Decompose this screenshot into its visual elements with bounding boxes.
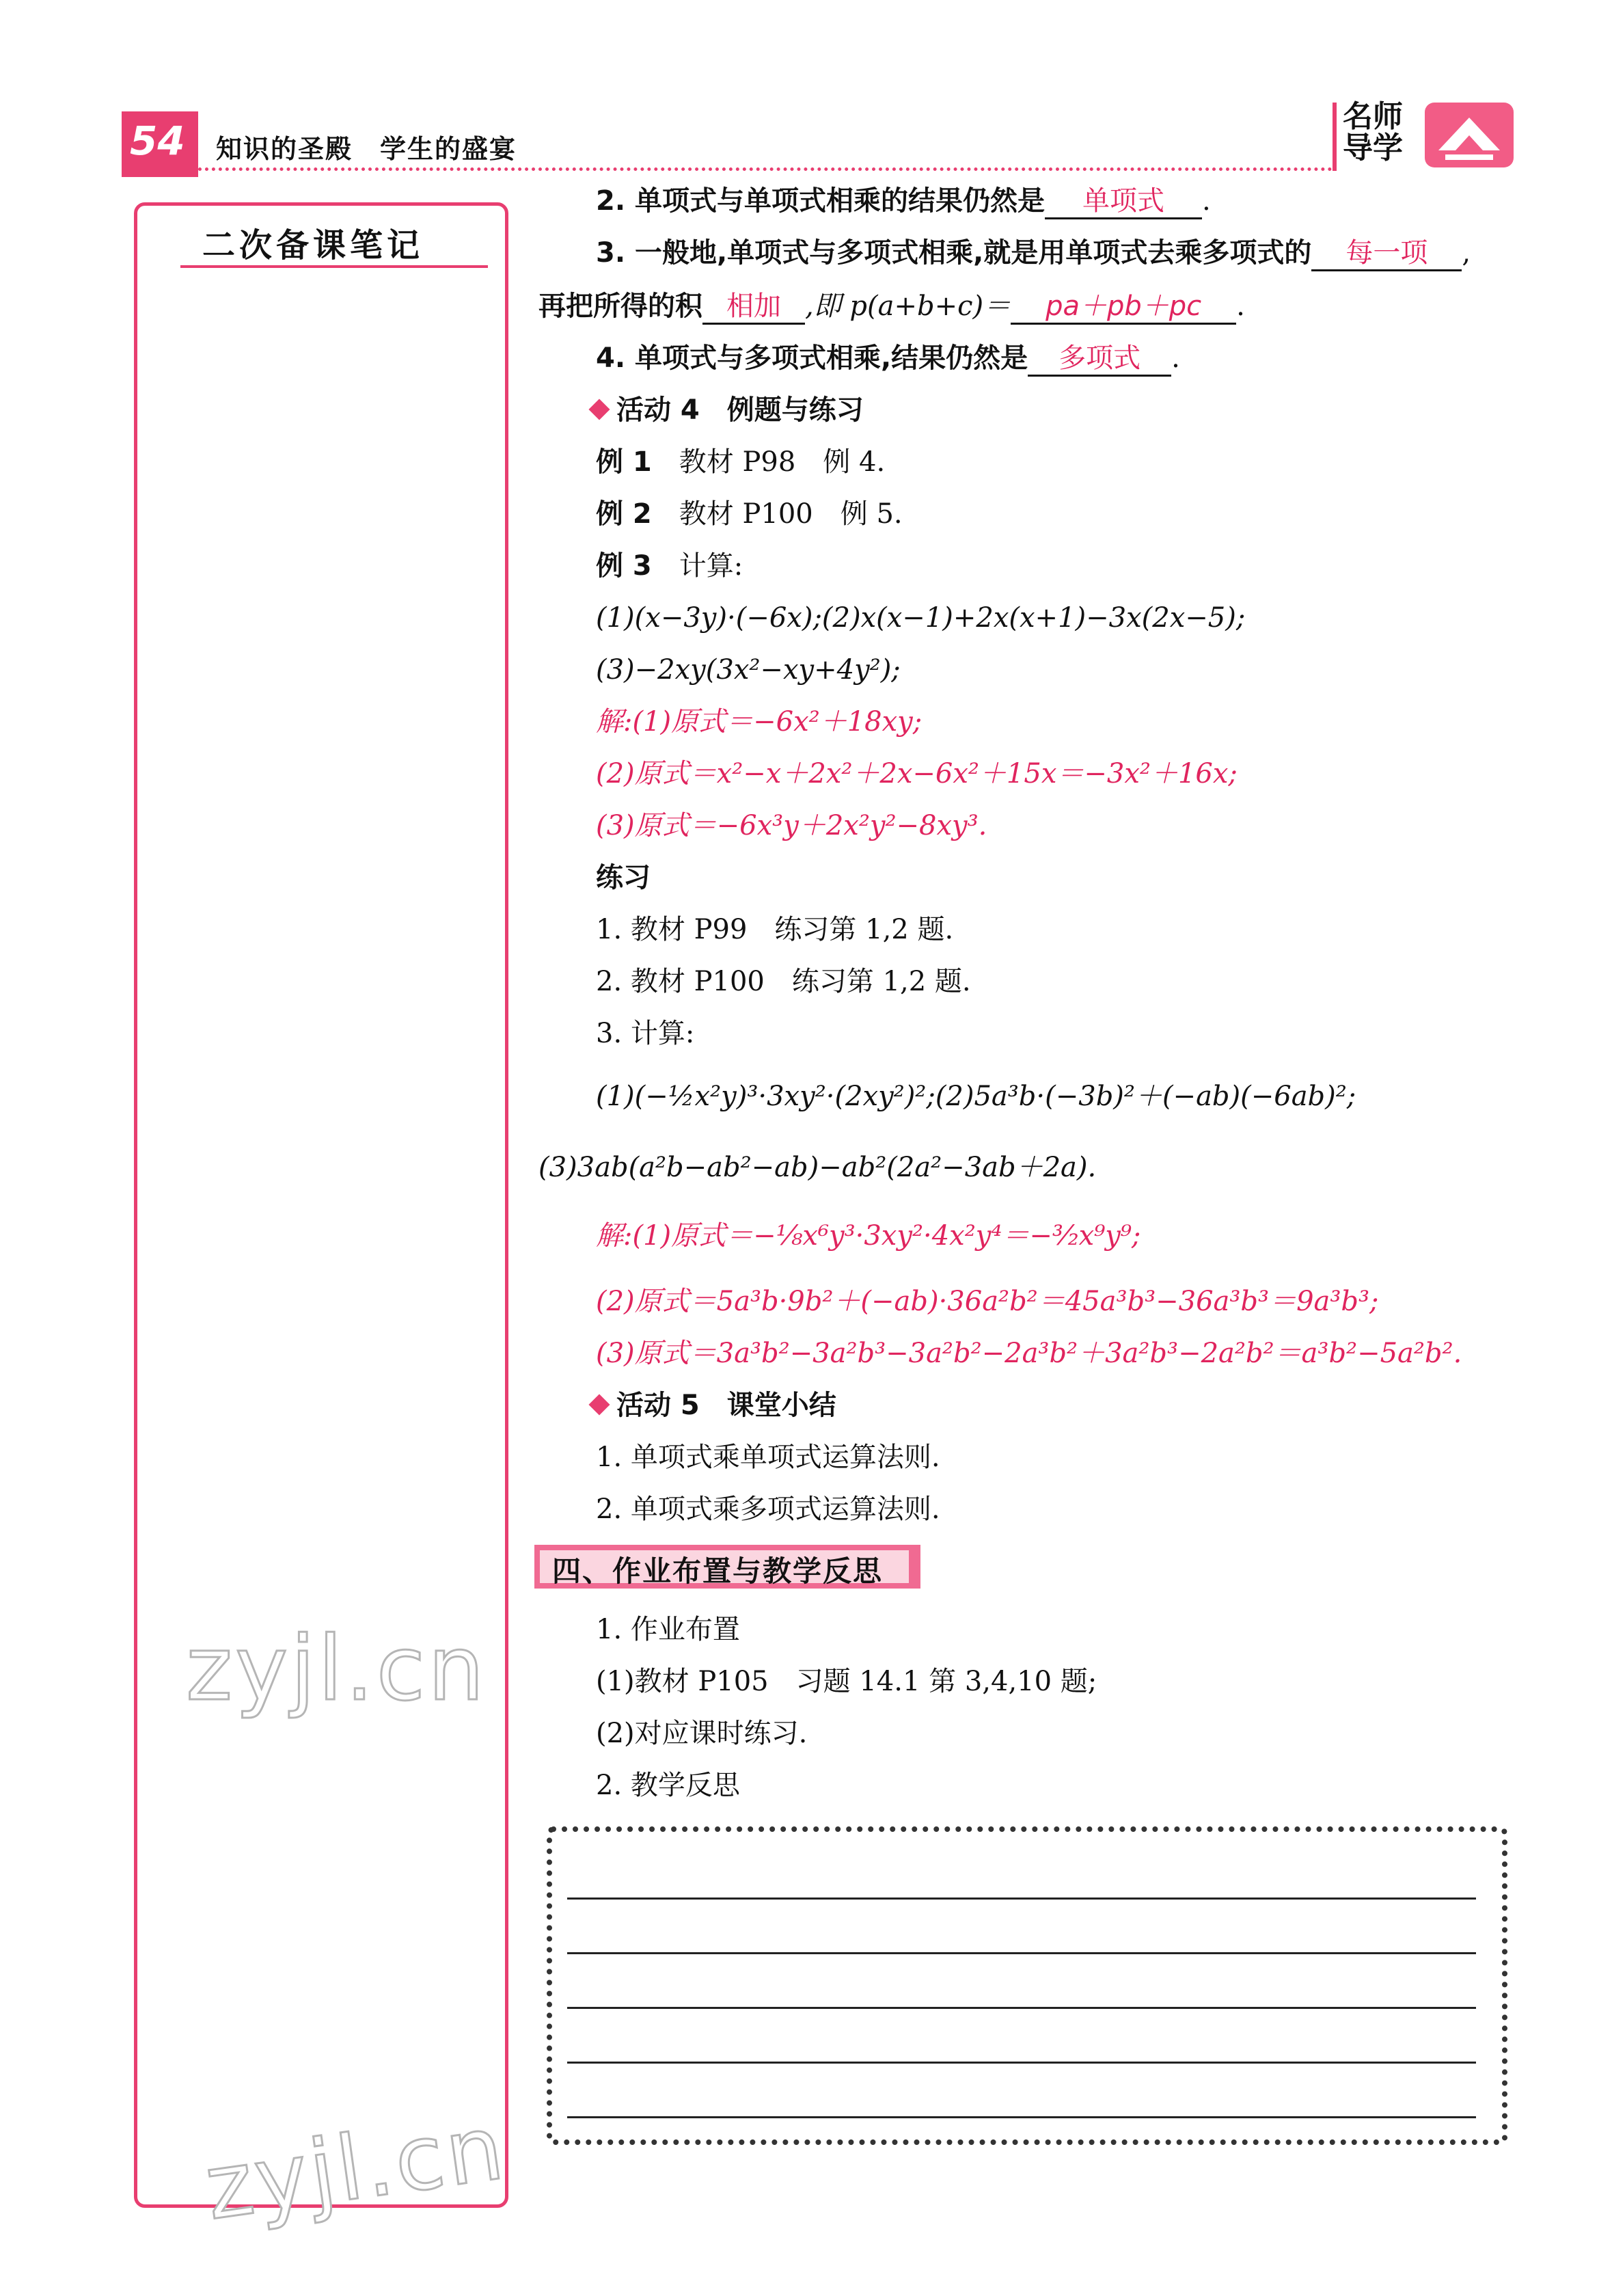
practice-3-solution-2: (2)原式＝5a³b·9b²＋(−ab)·36a²b²＝45a³b³−36a³b³＝9a³b³;	[596, 1286, 1379, 1317]
brand-line-1: 名师	[1343, 99, 1403, 134]
practice-3-question-2: (3)3ab(a²b−ab²−ab)−ab²(2a²−3ab＋2a).	[538, 1152, 1097, 1183]
answer-text: 多项式	[1058, 342, 1141, 374]
diamond-bullet-icon	[588, 1394, 610, 1415]
example-3	[596, 550, 743, 582]
header-vertical-bar	[1333, 103, 1337, 171]
example-3-solution-2: (2)原式＝x²−x＋2x²＋2x−6x²＋15x＝−3x²＋16x;	[596, 758, 1238, 789]
writing-line	[567, 1897, 1476, 1900]
line-suffix: .	[1236, 291, 1245, 322]
practice-item-1: 1. 教材 P99 练习第 1,2 题.	[596, 914, 954, 945]
line-suffix: .	[1171, 342, 1180, 374]
example-label: 例 1	[596, 446, 652, 478]
homework-item-1: (1)教材 P105 习题 14.1 第 3,4,10 题;	[596, 1666, 1097, 1697]
example-1	[596, 446, 885, 478]
activity-title: 活动 4 例题与练习	[616, 394, 864, 426]
example-3-question-2: (3)−2xy(3x²−xy+4y²);	[596, 654, 901, 686]
homework-item-2: (2)对应课时练习.	[596, 1718, 808, 1749]
line-text: 再把所得的积	[538, 291, 702, 322]
fill-blank-line-3	[538, 290, 1245, 325]
watermark: zyjl.cn	[199, 2095, 513, 2240]
answer-text: 单项式	[1082, 185, 1164, 217]
answer-text: 相加	[726, 291, 781, 322]
fill-blank-line-2	[596, 237, 1471, 271]
practice-3-solution-1: 解:(1)原式＝−⅛x⁶y³·3xy²·4x²y⁴＝−³⁄₂x⁹y⁹;	[596, 1220, 1141, 1252]
example-text: 教材 P98 例 4.	[679, 446, 886, 478]
header-divider	[198, 167, 1333, 171]
writing-line	[567, 1952, 1476, 1954]
example-text: 计算:	[679, 550, 743, 582]
example-3-solution-3: (3)原式＝−6x³y＋2x²y²−8xy³.	[596, 810, 987, 841]
example-2	[596, 498, 903, 530]
reflection-box[interactable]	[547, 1826, 1507, 2145]
line-text: ,即 p(a+b+c)＝	[805, 291, 1011, 322]
practice-3-question-1: (1)(−½x²y)³·3xy²·(2xy²)²;(2)5a³b·(−3b)²＋(−ab)(−6ab)²;	[596, 1081, 1356, 1112]
example-label: 例 2	[596, 498, 652, 530]
answer-text: pa＋pb＋pc	[1046, 291, 1202, 322]
line-text: 4. 单项式与多项式相乘,结果仍然是	[596, 342, 1028, 374]
summary-item-2: 2. 单项式乘多项式运算法则.	[596, 1494, 940, 1525]
line-suffix: .	[1201, 185, 1211, 217]
example-label: 例 3	[596, 550, 652, 582]
activity-title: 活动 5 课堂小结	[616, 1390, 836, 1421]
header-motto: 知识的圣殿 学生的盛宴	[216, 134, 517, 164]
writing-line	[567, 2116, 1476, 2118]
brand-name	[1343, 101, 1403, 164]
activity-4-heading	[589, 394, 864, 427]
fill-blank-line-4	[596, 342, 1180, 377]
practice-3-solution-3: (3)原式＝3a³b²−3a²b³−3a²b²−2a³b²＋3a²b³−2a²b²＝a³b²−5a²b².	[596, 1338, 1462, 1369]
practice-item-2: 2. 教材 P100 练习第 1,2 题.	[596, 966, 971, 997]
practice-title	[596, 861, 651, 894]
example-3-solution-1: 解:(1)原式＝−6x²＋18xy;	[596, 706, 923, 738]
section-heading: 四、作业布置与教学反思	[552, 1554, 884, 1588]
brand-line-2: 导学	[1343, 131, 1403, 165]
brand-logo-icon	[1425, 103, 1514, 167]
practice-item-3: 3. 计算:	[596, 1018, 695, 1049]
writing-line	[567, 2007, 1476, 2009]
fill-blank-line-1	[596, 185, 1211, 219]
activity-5-heading	[589, 1389, 836, 1422]
line-text: 3. 一般地,单项式与多项式相乘,就是用单项式去乘多项式的	[596, 237, 1312, 269]
sidebar-title: 二次备课笔记	[202, 226, 424, 265]
line-text: 2. 单项式与单项式相乘的结果仍然是	[596, 185, 1045, 217]
example-text: 教材 P100 例 5.	[679, 498, 903, 530]
answer-text: 每一项	[1345, 237, 1428, 269]
homework-title: 1. 作业布置	[596, 1614, 740, 1645]
sidebar-notes-panel	[134, 202, 508, 2208]
reflection-title: 2. 教学反思	[596, 1770, 740, 1801]
summary-item-1: 1. 单项式乘单项式运算法则.	[596, 1442, 940, 1473]
sidebar-title-underline	[180, 265, 488, 268]
diamond-bullet-icon	[588, 399, 610, 420]
practice-title-text: 练习	[596, 862, 651, 893]
writing-line	[567, 2062, 1476, 2064]
page-number: 54	[130, 118, 185, 164]
line-suffix: ,	[1462, 237, 1471, 269]
watermark: zyjl.cn	[186, 1617, 487, 1720]
example-3-question-1: (1)(x−3y)·(−6x);(2)x(x−1)+2x(x+1)−3x(2x−5);	[596, 602, 1246, 634]
